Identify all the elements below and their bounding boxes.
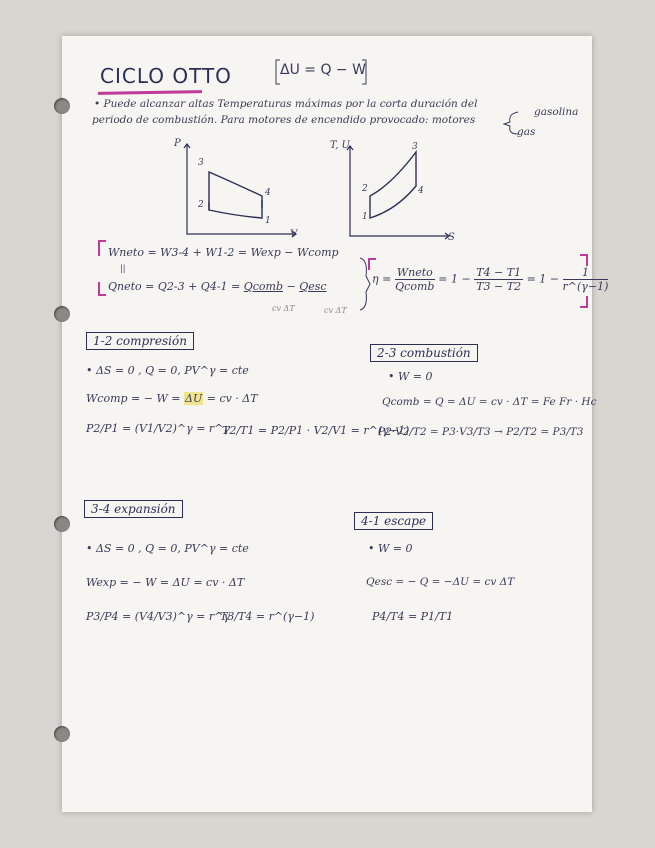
first-law-formula: ΔU = Q − W xyxy=(280,62,366,78)
title-underline xyxy=(98,90,202,95)
s34-line-2: Wexp = − W = ΔU = cv · ΔT xyxy=(86,576,245,589)
pv-point-1: 1 xyxy=(265,216,271,226)
s41-line-2: Qesc = − Q = −ΔU = cv ΔT xyxy=(366,576,515,588)
ts-axis-s: S xyxy=(448,232,455,243)
frac-den: T3 − T2 xyxy=(476,280,522,293)
ts-point-4: 4 xyxy=(418,186,424,196)
work-net-equation: Wneto = W3-4 + W1-2 = Wexp − Wcomp xyxy=(108,246,339,259)
pv-axis-p: P xyxy=(174,138,181,149)
s41-ratio: P4/T4 = P1/T1 xyxy=(372,610,454,623)
binder-hole xyxy=(54,98,70,114)
binder-hole xyxy=(54,306,70,322)
section-label-2-3: 2-3 combustión xyxy=(370,344,478,362)
efficiency-equation xyxy=(372,266,608,293)
s12-temperature-ratio: T2/T1 = P2/P1 · V2/V1 = r^(γ−1) xyxy=(222,424,410,437)
s12-line-2 xyxy=(86,392,258,405)
s12-l2a: Wcomp = − W = xyxy=(86,392,185,405)
s41-line-1: • W = 0 xyxy=(368,542,413,555)
efficiency-end: = 1 − xyxy=(526,272,560,286)
frac-num: T4 − T1 xyxy=(476,266,522,279)
efficiency-fraction-1 xyxy=(395,266,435,293)
s34-pressure-ratio: P3/P4 = (V4/V3)^γ = r^γ xyxy=(86,610,230,623)
section-label-4-1: 4-1 escape xyxy=(354,512,433,530)
pv-point-3: 3 xyxy=(198,158,204,168)
minus-sign: − xyxy=(283,280,300,293)
efficiency-fraction-3 xyxy=(563,266,609,293)
qesc-term: Qesc xyxy=(299,280,327,293)
pv-axis-v: V xyxy=(290,229,298,240)
section-label-1-2: 1-2 compresión xyxy=(86,332,194,350)
note-brace xyxy=(502,110,522,136)
pv-diagram xyxy=(167,142,307,242)
ts-point-1: 1 xyxy=(362,212,368,222)
frac-den: Qcomb xyxy=(395,280,435,293)
s12-highlight: ΔU xyxy=(185,392,203,405)
qesc-note: cv ΔT xyxy=(324,306,347,315)
page-title: CICLO OTTO xyxy=(100,64,232,88)
s12-l2c: = cv · ΔT xyxy=(203,392,258,405)
frac-num: 1 xyxy=(563,266,609,280)
binder-hole xyxy=(54,726,70,742)
ts-diagram xyxy=(332,144,462,244)
s23-line-1: • W = 0 xyxy=(388,370,433,383)
ts-axis-tu: T, U xyxy=(330,140,350,151)
note-branch-gas: gas xyxy=(517,126,536,138)
s23-line-2: Qcomb = Q = ΔU = cv · ΔT = Fe Fr · Hc xyxy=(382,396,597,408)
s23-ratio: P2·V2/T2 = P3·V3/T3 → P2/T2 = P3/T3 xyxy=(378,426,584,438)
s34-temperature-ratio: T3/T4 = r^(γ−1) xyxy=(220,610,315,623)
pink-bracket xyxy=(580,296,588,308)
s34-line-1: • ΔS = 0 , Q = 0, PV^γ = cte xyxy=(86,542,249,555)
notebook-page xyxy=(62,36,609,812)
heat-net-equation xyxy=(108,280,327,293)
ts-point-3: 3 xyxy=(412,142,418,152)
pink-bracket xyxy=(98,282,106,296)
qcomb-term: Qcomb xyxy=(243,280,284,293)
section-label-3-4: 3-4 expansión xyxy=(84,500,183,518)
pink-bracket xyxy=(580,254,588,266)
efficiency-fraction-2 xyxy=(474,266,523,293)
efficiency-mid: = 1 − xyxy=(438,272,471,286)
pink-bracket xyxy=(98,240,106,256)
note-line-1: • Puede alcanzar altas Temperaturas máximas por la corta duración del xyxy=(94,98,478,110)
s12-r1-lhs: P2/P1 xyxy=(86,422,119,435)
first-law-brackets xyxy=(274,58,370,88)
heat-net-left: Qneto = Q2-3 + Q4-1 = xyxy=(108,280,244,293)
ts-point-2: 2 xyxy=(362,184,368,194)
pv-point-4: 4 xyxy=(265,188,271,198)
note-line-2: periodo de combustión. Para motores de encendido provocado: motores xyxy=(92,114,476,126)
frac-num: Wneto xyxy=(396,266,433,279)
equal-sign: || xyxy=(120,264,126,273)
qcomb-note: cv ΔT xyxy=(272,304,295,313)
note-branch-gasolina: gasolina xyxy=(534,106,579,118)
s12-line-1: • ΔS = 0 , Q = 0, PV^γ = cte xyxy=(86,364,249,377)
eta-symbol: η = xyxy=(372,272,392,286)
frac-den: r^(γ−1) xyxy=(562,280,609,293)
pv-point-2: 2 xyxy=(198,200,204,210)
s12-pressure-ratio xyxy=(86,422,230,435)
s12-r1-eq: = (V1/V2)^γ = r^γ xyxy=(122,422,230,435)
binder-hole xyxy=(54,516,70,532)
